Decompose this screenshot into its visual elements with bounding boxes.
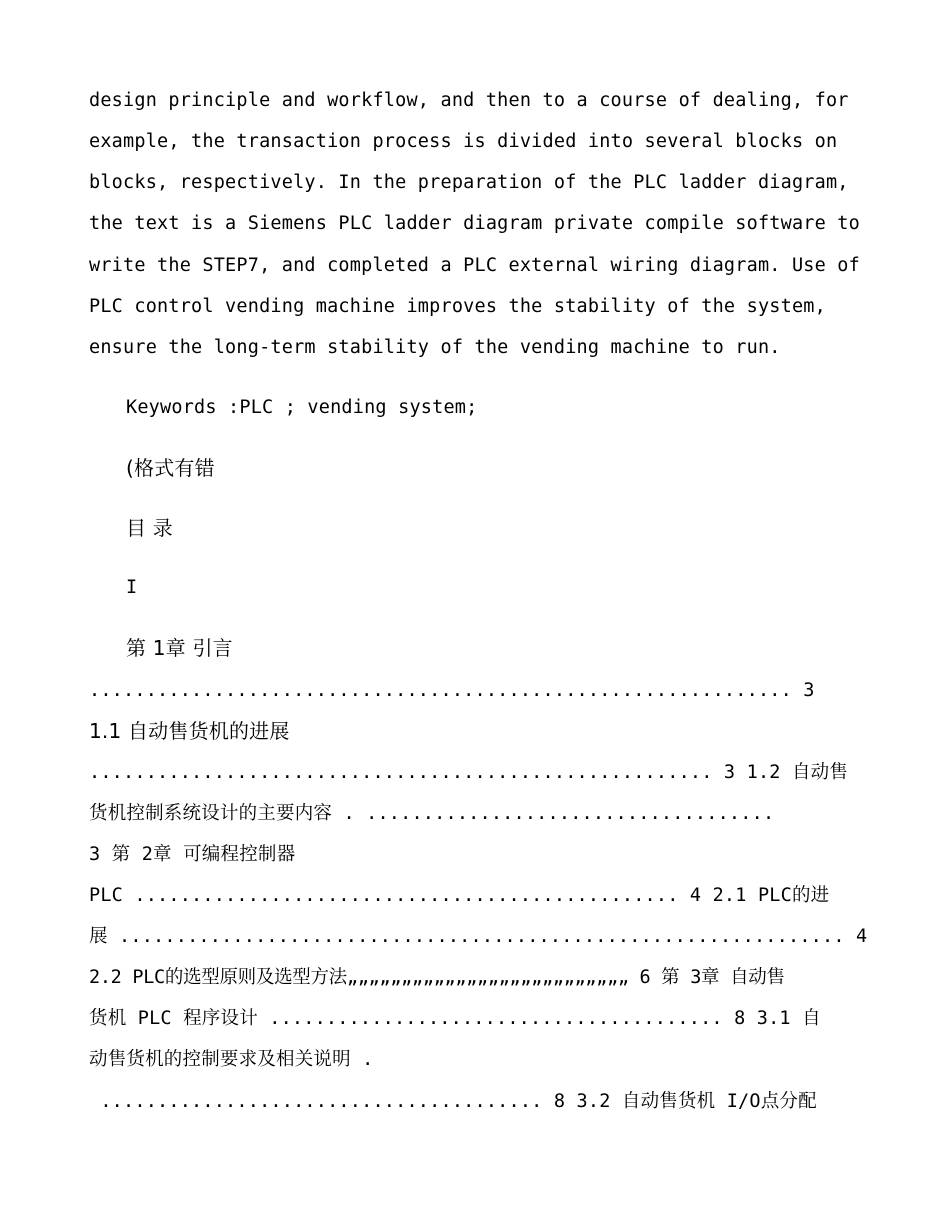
abstract-line: write the STEP7, and completed a PLC external wiring diagram. Use of bbox=[89, 255, 860, 276]
abstract-line: example, the transaction process is divided into several blocks on bbox=[89, 131, 838, 152]
abstract-line: the text is a Siemens PLC ladder diagram private compile software to bbox=[89, 213, 860, 234]
toc-entry-line: 3 第 2章 可编程控制器 bbox=[89, 844, 296, 865]
toc-entry-line: ....................................................... 3 1.2 自动售 bbox=[89, 762, 849, 783]
toc-entry-line: 1.1 自动售货机的进展 bbox=[89, 719, 290, 743]
abstract-line: PLC control vending machine improves the stability of the system, bbox=[89, 296, 826, 317]
toc-entry-line: 展 ................................................................ 4 bbox=[89, 926, 868, 947]
abstract-line: ensure the long-term stability of the vending machine to run. bbox=[89, 337, 781, 358]
format-note: (格式有错 bbox=[126, 456, 215, 480]
abstract-line: design principle and workflow, and then to a course of dealing, for bbox=[89, 90, 849, 111]
toc-entry-line: .............................................................. 3 bbox=[89, 680, 815, 701]
toc-entry-line: 货机 PLC 程序设计 ........................................ 8 3.1 自 bbox=[89, 1008, 821, 1029]
toc-title: 目 录 bbox=[126, 516, 173, 540]
toc-entry-line: ....................................... 8 3.2 自动售货机 I/O点分配 bbox=[89, 1091, 817, 1112]
keywords: Keywords :PLC ; vending system; bbox=[126, 397, 478, 418]
toc-entry-line: 动售货机的控制要求及相关说明 . bbox=[89, 1049, 374, 1070]
toc-entry-line: 货机控制系统设计的主要内容 . .................................... bbox=[89, 803, 775, 824]
abstract-line: blocks, respectively. In the preparation of the PLC ladder diagram, bbox=[89, 172, 849, 193]
toc-entry-line: PLC ................................................ 4 2.1 PLC的进 bbox=[89, 885, 830, 906]
toc-entry-line: 2.2 PLC的选型原则及选型方法„„„„„„„„„„„„„„„„„„„„„„„„„„ 6 第 3章 自动售 bbox=[89, 967, 785, 988]
toc-roman-page: I bbox=[126, 577, 138, 598]
toc-chapter-1: 第 1章 引言 bbox=[126, 636, 233, 660]
